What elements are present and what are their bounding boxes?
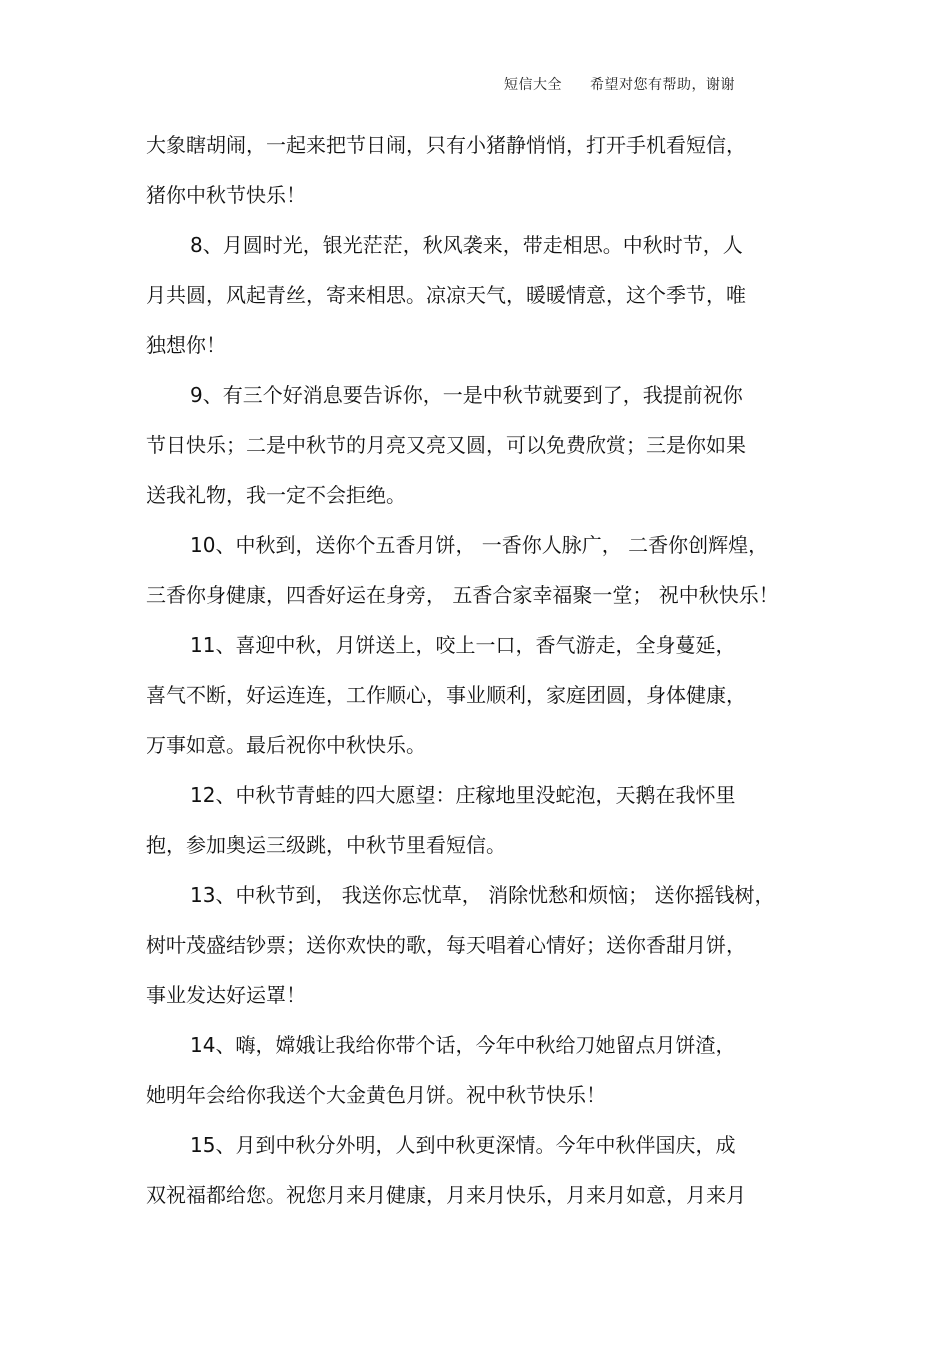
text-line: 抱，参加奥运三级跳，中秋节里看短信。 [146, 833, 506, 857]
text-line: 10、中秋到，送你个五香月饼， 一香你人脉广， 二香你创辉煌， [190, 533, 769, 557]
text-line: 三香你身健康，四香好运在身旁， 五香合家幸福聚一堂； 祝中秋快乐！ [146, 583, 779, 607]
text-line: 树叶茂盛结钞票；送你欢快的歌，每天唱着心情好；送你香甜月饼， [146, 933, 746, 957]
text-line: 月共圆，风起青丝，寄来相思。凉凉天气，暖暖情意，这个季节，唯 [146, 283, 746, 307]
text-line: 万事如意。最后祝你中秋快乐。 [146, 733, 426, 757]
text-line: 猪你中秋节快乐！ [146, 183, 306, 207]
text-line: 15、月到中秋分外明，人到中秋更深情。今年中秋伴国庆，成 [190, 1133, 736, 1157]
text-line: 14、嗨，嫦娥让我给你带个话，今年中秋给刀她留点月饼渣， [190, 1033, 736, 1057]
text-line: 11、喜迎中秋，月饼送上，咬上一口，香气游走，全身蔓延， [190, 633, 736, 657]
text-line: 大象瞎胡闹，一起来把节日闹，只有小猪静悄悄，打开手机看短信， [146, 133, 746, 157]
text-line: 事业发达好运罩！ [146, 983, 306, 1007]
text-line: 8、月圆时光，银光茫茫，秋风袭来，带走相思。中秋时节，人 [190, 233, 743, 257]
text-line: 节日快乐；二是中秋节的月亮又亮又圆，可以免费欣赏；三是你如果 [146, 433, 746, 457]
text-line: 13、中秋节到， 我送你忘忧草， 消除忧愁和烦恼； 送你摇钱树， [190, 883, 775, 907]
text-line: 9、有三个好消息要告诉你，一是中秋节就要到了，我提前祝你 [190, 383, 743, 407]
text-line: 送我礼物，我一定不会拒绝。 [146, 483, 406, 507]
page-header [504, 74, 735, 94]
text-line: 双祝福都给您。祝您月来月健康，月来月快乐，月来月如意，月来月 [146, 1183, 746, 1207]
header-note: 希望对您有帮助，谢谢 [590, 77, 735, 93]
text-line: 12、中秋节青蛙的四大愿望：庄稼地里没蛇泡，天鹅在我怀里 [190, 783, 736, 807]
text-line: 独想你！ [146, 333, 226, 357]
header-title: 短信大全 [504, 77, 562, 93]
text-line: 喜气不断，好运连连，工作顺心，事业顺利，家庭团圆，身体健康， [146, 683, 746, 707]
text-line: 她明年会给你我送个大金黄色月饼。祝中秋节快乐！ [146, 1083, 606, 1107]
